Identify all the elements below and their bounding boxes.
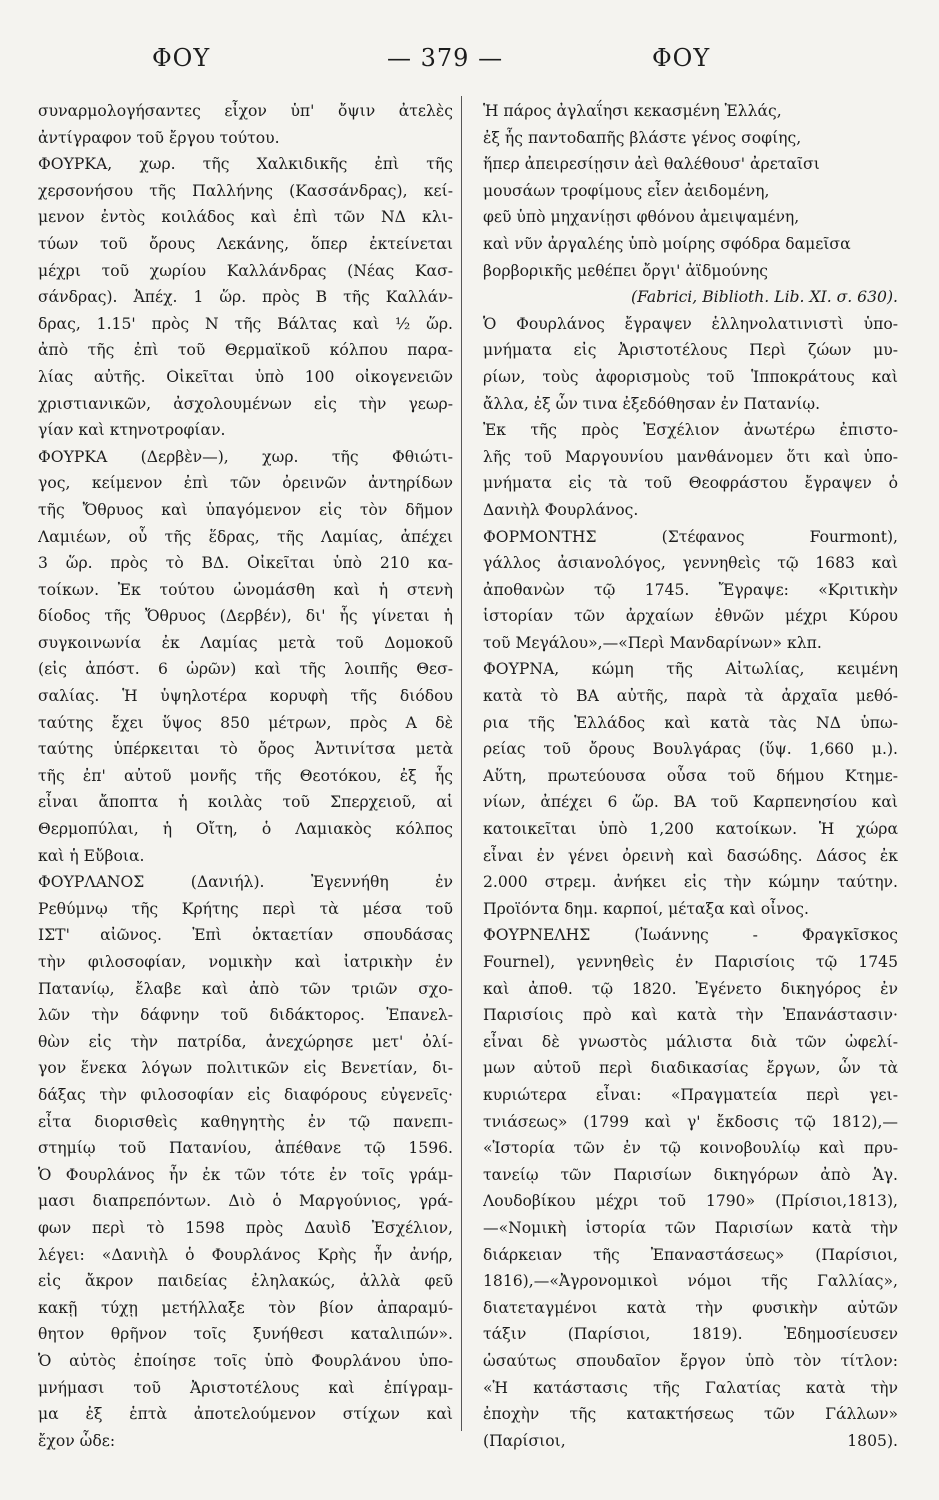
- text-line: Αὕτη, πρωτεύουσα οὖσα τοῦ δήμου Κτημε-: [483, 766, 898, 785]
- text-line: Ὁ Φουρλάνος ἦν ἐκ τῶν τότε ἐν τοῖς γράμ-: [38, 1165, 453, 1184]
- text-line: γος, κείμενον ἐπὶ τῶν ὀρεινῶν ἀντηρίδων: [38, 474, 453, 493]
- text-line: διάρκειαν τῆς Ἐπαναστάσεως» (Παρίσιοι,: [483, 1245, 898, 1264]
- text-line: Ὁ Φουρλάνος ἔγραψεν ἑλληνολατινιστὶ ὑπο-: [483, 314, 898, 333]
- text-line: ΦΟΥΡΝΑ, κώμη τῆς Αἰτωλίας, κειμένη: [483, 660, 898, 679]
- text-line: λῆς τοῦ Μαργουνίου μανθάνομεν ὅτι καὶ ὑπο-: [483, 447, 898, 466]
- text-line: τύων τοῦ ὄρους Λεκάνης, ὅπερ ἐκτείνεται: [38, 234, 453, 253]
- text-line: 1816),—«Ἀγρονομικοὶ νόμοι τῆς Γαλλίας»,: [483, 1272, 898, 1291]
- text-line: διατεταγμένοι κατὰ τὴν φυσικὴν αὐτῶν: [483, 1298, 898, 1317]
- text-line: ὡσαύτως σπουδαῖον ἔργον ὑπὸ τὸν τίτλον:: [483, 1351, 898, 1370]
- text-line: δάξας τὴν φιλοσοφίαν εἰς διαφόρους εὐγενεῖς·: [38, 1085, 453, 1104]
- text-line: «Ἡ κατάστασις τῆς Γαλατίας κατὰ τὴν: [483, 1378, 898, 1397]
- text-line: δρας, 1.15' πρὸς Ν τῆς Βάλτας καὶ ½ ὥρ.: [38, 314, 453, 333]
- text-line: (εἰς ἀπόστ. 6 ὡρῶν) καὶ τῆς λοιπῆς Θεσ-: [38, 660, 453, 679]
- text-line: χριστιανικῶν, ἀσχολουμένων εἰς τὴν γεωρ-: [38, 394, 453, 413]
- text-line: ἔχον ὧδε:: [38, 1431, 116, 1450]
- text-line: ταύτης ἔχει ὕψος 850 μέτρων, πρὸς Α δὲ: [38, 713, 453, 732]
- text-line: εἶναι ἐν γένει ὀρεινὴ καὶ δασώδης. Δάσος ἐκ: [483, 846, 898, 865]
- text-line: νίων, ἀπέχει 6 ὥρ. ΒΑ τοῦ Καρπενησίου καὶ: [483, 793, 898, 812]
- text-line: ἥπερ ἀπειρεσίῃσιν ἀεὶ θαλέθουσ' ἀρεταῖσι: [483, 155, 820, 174]
- text-line: μενον ἐντὸς κοιλάδος καὶ ἐπὶ τῶν ΝΔ κλι-: [38, 208, 453, 227]
- text-line: ἐξ ἧς παντοδαπῆς βλάστε γένος σοφίης,: [483, 128, 802, 147]
- text-line: μέχρι τοῦ χωρίου Καλλάνδρας (Νέας Κασ-: [38, 261, 453, 280]
- text-line: συγκοινωνία ἐκ Λαμίας μετὰ τοῦ Δομοκοῦ: [38, 633, 453, 652]
- text-line: μα ἐξ ἑπτὰ ἀποτελούμενον στίχων καὶ: [38, 1405, 453, 1424]
- text-line: μουσάων τροφίμους εἶεν ἀειδομένη,: [483, 181, 770, 200]
- text-line: Ἡ πάρος ἀγλαΐησι κεκασμένη Ἑλλάς,: [483, 102, 782, 120]
- text-line: ἐποχὴν τῆς κατακτήσεως τῶν Γάλλων»: [483, 1405, 898, 1424]
- text-line: εἶτα διορισθεὶς καθηγητὴς ἐν τῷ πανεπι-: [38, 1112, 453, 1131]
- text-line: στημίῳ τοῦ Πατανίου, ἀπέθανε τῷ 1596.: [38, 1139, 453, 1158]
- text-line: (Fabrici, Biblioth. Lib. XI. σ. 630).: [631, 288, 898, 307]
- text-line: τῆς Ὄθρυος καὶ ὑπαγόμενον εἰς τὸν δῆμον: [38, 500, 453, 519]
- text-line: ΦΟΥΡΝΕΛΗΣ (Ἰωάννης - Φραγκῖσκος: [483, 926, 898, 945]
- right-column: [483, 98, 898, 1454]
- left-column: [38, 98, 453, 1454]
- text-line: κατὰ τὸ ΒΑ αὐτῆς, παρὰ τὰ ἀρχαῖα μεθό-: [483, 687, 898, 706]
- text-line: λῶν τὴν δάφνην τοῦ διδάκτορος. Ἐπανελ-: [38, 1006, 453, 1025]
- text-line: γίαν καὶ κτηνοτροφίαν.: [38, 421, 226, 440]
- text-line: Πατανίῳ, ἔλαβε καὶ ἀπὸ τῶν τριῶν σχο-: [38, 979, 453, 998]
- text-line: 2.000 στρεμ. ἀνήκει εἰς τὴν κώμην ταύτην.: [483, 873, 898, 892]
- text-line: μνήματα εἰς Ἀριστοτέλους Περὶ ζώων μυ-: [483, 341, 898, 360]
- text-line: ἀντίγραφον τοῦ ἔργου τούτου.: [38, 128, 280, 147]
- text-line: ΦΟΥΡΛΑΝΟΣ (Δανιήλ). Ἐγεννήθη ἐν: [38, 873, 453, 892]
- text-line: μνήματα εἰς τὰ τοῦ Θεοφράστου ἔγραψεν ὁ: [483, 474, 898, 493]
- text-line: Λουδοβίκου μέχρι τοῦ 1790» (Πρίσιοι,1813),: [483, 1192, 898, 1211]
- page-header: [0, 44, 939, 84]
- text-line: δίοδος τῆς Ὄθρυος (Δερβέν), δι' ἧς γίνεται ἡ: [38, 607, 453, 626]
- text-line: λέγει: «Δανιὴλ ὁ Φουρλάνος Κρὴς ἦν ἀνήρ,: [38, 1245, 453, 1264]
- text-line: σάνδρας). Ἀπέχ. 1 ὥρ. πρὸς Β τῆς Καλλάν-: [38, 288, 453, 307]
- text-line: ρείας τοῦ ὄρους Βουλγάρας (ὕψ. 1,660 μ.).: [483, 740, 898, 759]
- text-line: ρια τῆς Ἑλλάδος καὶ κατὰ τὰς ΝΔ ὑπω-: [483, 713, 898, 732]
- text-line: Ὁ αὐτὸς ἐποίησε τοῖς ὑπὸ Φουρλάνου ὑπο-: [38, 1351, 453, 1370]
- text-line: ΙΣΤ' αἰῶνος. Ἐπὶ ὀκταετίαν σπουδάσας: [38, 926, 453, 945]
- text-line: ΦΟΥΡΚΑ, χωρ. τῆς Χαλκιδικῆς ἐπὶ τῆς: [38, 155, 453, 174]
- text-line: γάλλος ἀσιανολόγος, γεννηθεὶς τῷ 1683 καὶ: [483, 554, 898, 573]
- text-line: τὴν φιλοσοφίαν, νομικὴν καὶ ἰατρικὴν ἐν: [38, 953, 453, 971]
- text-line: ἀπὸ τῆς ἐπὶ τοῦ Θερμαϊκοῦ κόλπου παρα-: [38, 341, 453, 360]
- text-line: τῆς ἐπ' αὐτοῦ μονῆς τῆς Θεοτόκου, ἐξ ἧς: [38, 766, 453, 785]
- text-line: χερσονήσου τῆς Παλλήνης (Κασσάνδρας), κεί-: [38, 181, 453, 200]
- text-line: Ρεθύμνῳ τῆς Κρήτης περὶ τὰ μέσα τοῦ: [38, 899, 453, 918]
- text-line: τνιάσεως» (1799 καὶ γ' ἔκδοσις τῷ 1812),—: [483, 1112, 898, 1131]
- text-line: Δανιὴλ Φουρλάνος.: [483, 500, 639, 519]
- text-line: ἀποθανὼν τῷ 1745. Ἔγραψε: «Κριτικὴν: [483, 580, 898, 599]
- text-line: θητον θρῆνον τοῖς ξυνήθεσι καταλιπών».: [38, 1325, 453, 1344]
- text-line: ταύτης ὑπέρκειται τὸ ὄρος Ἀντινίτσα μετὰ: [38, 740, 453, 759]
- text-line: φεῦ ὑπὸ μηχανίῃσι φθόνου ἀμειψαμένη,: [483, 208, 800, 227]
- text-line: σαλίας. Ἡ ὑψηλοτέρα κορυφὴ τῆς διόδου: [38, 687, 453, 706]
- text-line: τανείῳ τῶν Παρισίων δικηγόρων ἀπὸ Ἁγ.: [483, 1165, 898, 1184]
- header-left-keyword: ΦΟΥ: [152, 44, 211, 72]
- text-line: μασι διαπρεπόντων. Διὸ ὁ Μαργούνιος, γρά-: [38, 1192, 453, 1211]
- text-line: εἶναι ἄποπτα ἡ κοιλὰς τοῦ Σπερχειοῦ, αἱ: [38, 793, 453, 812]
- text-line: ΦΟΡΜΟΝΤΗΣ (Στέφανος Fourmont),: [483, 527, 898, 546]
- text-line: Προϊόντα δημ. καρποί, μέταξα καὶ οἶνος.: [483, 899, 809, 918]
- text-line: κακῇ τύχῃ μετήλλαξε τὸν βίον ἀπαραμύ-: [38, 1298, 453, 1317]
- text-line: μων αὐτοῦ περὶ διαδικασίας ἔργων, ὧν τὰ: [483, 1059, 898, 1078]
- text-line: τοῦ Μεγάλου»,—«Περὶ Μανδαρίνων» κλπ.: [483, 633, 822, 652]
- text-line: κατοικεῖται ὑπὸ 1,200 κατοίκων. Ἡ χώρα: [483, 820, 898, 839]
- text-line: εἰς ἄκρον παιδείας ἐληλακώς, ἀλλὰ φεῦ: [38, 1272, 453, 1291]
- text-line: ἄλλα, ἐξ ὧν τινα ἐξεδόθησαν ἐν Πατανίῳ.: [483, 394, 821, 413]
- text-line: φων περὶ τὸ 1598 πρὸς Δαυὶδ Ἐσχέλιον,: [38, 1218, 453, 1237]
- text-line: κυριώτερα εἶναι: «Πραγματεία περὶ γει-: [483, 1085, 898, 1104]
- text-line: ρίων, τοὺς ἀφορισμοὺς τοῦ Ἱπποκράτους καὶ: [483, 367, 898, 386]
- text-line: τάξιν (Παρίσιοι, 1819). Ἐδημοσίευσεν: [483, 1325, 898, 1344]
- text-line: Λαμιέων, οὗ τῆς ἕδρας, τῆς Λαμίας, ἀπέχει: [38, 527, 453, 546]
- text-line: συναρμολογήσαντες εἶχον ὑπ' ὄψιν ἀτελὲς: [38, 102, 453, 120]
- text-line: βορβορικῆς μεθέπει ὄργι' ἀϊδμούνης: [483, 261, 768, 280]
- text-line: Ἐκ τῆς πρὸς Ἐσχέλιον ἀνωτέρω ἐπιστο-: [483, 421, 898, 440]
- text-line: «Ἱστορία τῶν ἐν τῷ κοινοβουλίῳ καὶ πρυ-: [483, 1139, 898, 1158]
- text-line: Fournel), γεννηθεὶς ἐν Παρισίοις τῷ 1745: [483, 953, 898, 971]
- text-line: Θερμοπύλαι, ἡ Οἴτη, ὁ Λαμιακὸς κόλπος: [38, 820, 453, 839]
- text-line: καὶ ἡ Εὔβοια.: [38, 846, 145, 865]
- text-line: καὶ νῦν ἀργαλέης ὑπὸ μοίρης σφόδρα δαμεῖσα: [483, 234, 851, 253]
- text-line: λίας αὐτῆς. Οἰκεῖται ὑπὸ 100 οἰκογενειῶν: [38, 367, 453, 386]
- text-line: 3 ὥρ. πρὸς τὸ ΒΔ. Οἰκεῖται ὑπὸ 210 κα-: [38, 554, 453, 573]
- column-divider: [461, 96, 462, 1431]
- text-line: ἱστορίαν τῶν ἀρχαίων ἐθνῶν μέχρι Κύρου: [483, 607, 898, 626]
- text-line: καὶ ἀποθ. τῷ 1820. Ἐγένετο δικηγόρος ἐν: [483, 979, 898, 998]
- text-line: ΦΟΥΡΚΑ (Δερβὲν—), χωρ. τῆς Φθιώτι-: [38, 447, 453, 466]
- text-line: τοίκων. Ἐκ τούτου ὠνομάσθη καὶ ἡ στενὴ: [38, 580, 453, 599]
- header-right-keyword: ΦΟΥ: [652, 44, 711, 72]
- text-line: θὼν εἰς τὴν πατρίδα, ἀνεχώρησε μετ' ὀλί-: [38, 1032, 453, 1051]
- text-line: —«Νομικὴ ἱστορία τῶν Παρισίων κατὰ τὴν: [483, 1218, 898, 1237]
- text-line: εἶναι δὲ γνωστὸς μάλιστα διὰ τῶν ὠφελί-: [483, 1032, 898, 1051]
- text-line: (Παρίσιοι, 1805).: [483, 1431, 898, 1450]
- text-line: γον ἕνεκα λόγων πολιτικῶν εἰς Βενετίαν, δι-: [38, 1059, 453, 1078]
- page-number: — 379 —: [387, 44, 504, 72]
- text-line: Παρισίοις πρὸ καὶ κατὰ τὴν Ἐπανάστασιν·: [483, 1006, 898, 1025]
- text-line: μνήμασι τοῦ Ἀριστοτέλους καὶ ἐπίγραμ-: [38, 1378, 453, 1397]
